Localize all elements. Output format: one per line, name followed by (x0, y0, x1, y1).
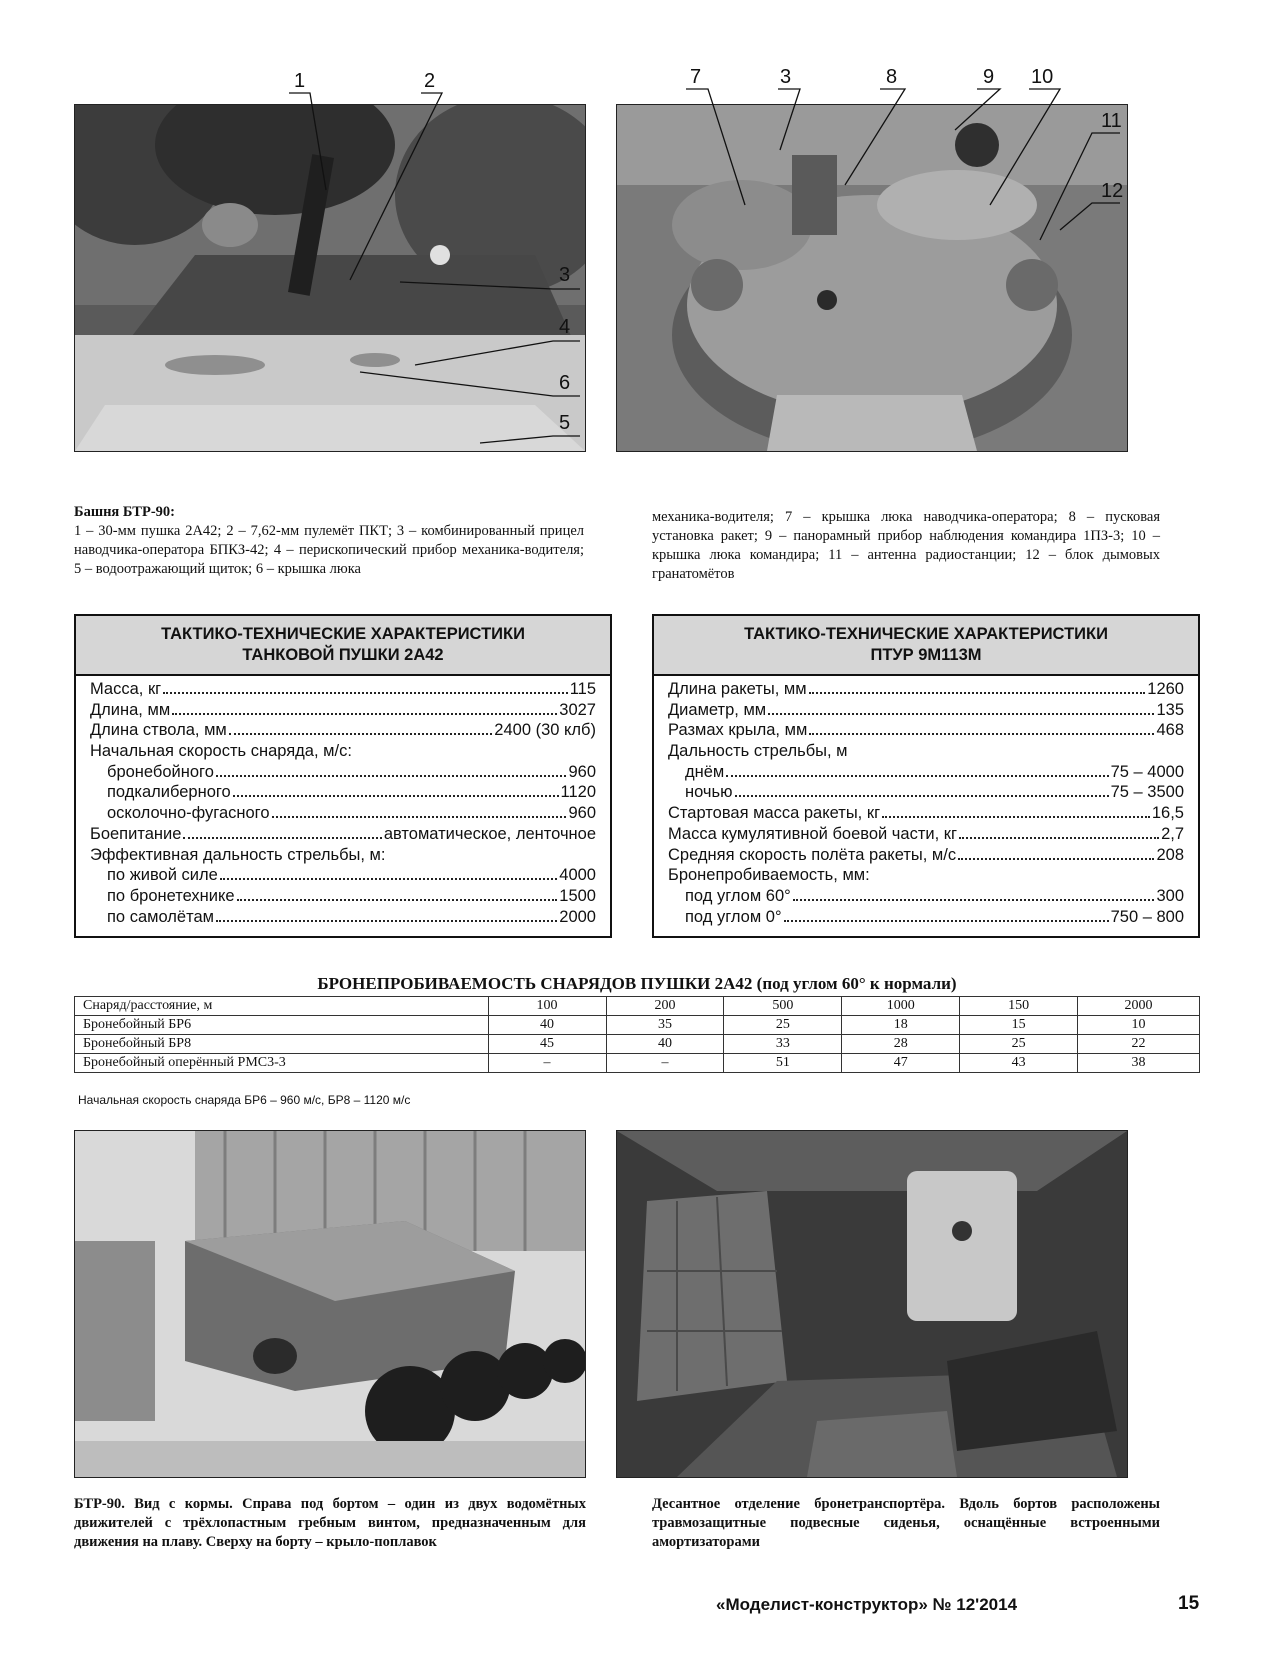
callout-3b: 3 (780, 66, 792, 88)
callout-12: 12 (1101, 180, 1124, 202)
callout-9: 9 (983, 66, 995, 88)
rear-view-caption: БТР-90. Вид с кормы. Справа под бортом – один из двух водомётных движителей с трёхлопастным гребным винтом, предназначенным для движения на плаву. Сверху на борту – крыло-поплавок (74, 1496, 586, 1550)
callout-1: 1 (294, 70, 306, 92)
spec-row: по живой силе 4000 (107, 866, 596, 885)
spec-row: Масса, кг 115 (90, 680, 596, 698)
spec-row: Диаметр, мм 135 (668, 700, 1184, 719)
spec-gun-title-line2: ТАНКОВОЙ ПУШКИ 2А42 (242, 646, 444, 664)
spec-row: по самолётам 2000 (107, 907, 596, 926)
spec-box-gun-2a42 (74, 614, 612, 938)
turret-caption-text-left: 1 – 30-мм пушка 2А42; 2 – 7,62-мм пулемёт ПКТ; 3 – комбинированный прицел наводчика-оператора БПКЗ-42; 4 – перископический прибор механика-водителя; 5 – водоотражающий щиток; 6 – крышка люка (74, 523, 584, 577)
table-row: Бронебойный БР8 45 40 33 28 25 22 (75, 1035, 1200, 1054)
spec-row: Размах крыла, мм 468 (668, 721, 1184, 740)
spec-row: Масса кумулятивной боевой части, кг 2,7 (668, 824, 1184, 843)
penetration-title: БРОНЕПРОБИВАЕМОСТЬ СНАРЯДОВ ПУШКИ 2А42 (под углом 60° к нормали) (317, 974, 957, 993)
page-number: 15 (1178, 1593, 1200, 1614)
callout-11: 11 (1101, 110, 1122, 132)
spec-row: Длина, мм 3027 (90, 700, 596, 719)
leader-lines-photo2 (0, 0, 1275, 470)
callout-6: 6 (559, 372, 571, 394)
troop-compartment-photo (616, 1130, 1128, 1478)
spec-row: бронебойного 960 (107, 762, 596, 781)
spec-atgm-header (654, 616, 1198, 676)
callout-7: 7 (690, 66, 702, 88)
spec-row: днём 75 – 4000 (685, 762, 1184, 781)
callout-3: 3 (559, 264, 571, 286)
spec-row: подкалиберного 1120 (107, 783, 596, 802)
callout-5: 5 (559, 412, 571, 434)
callout-4: 4 (559, 316, 571, 338)
turret-caption-left (74, 503, 584, 579)
spec-atgm-title-line2: ПТУР 9М113М (870, 646, 982, 664)
penetration-table (74, 996, 1200, 1073)
spec-row: Длина ствола, мм 2400 (30 клб) (90, 721, 596, 740)
spec-row: под углом 0° 750 – 800 (685, 907, 1184, 926)
spec-row: Бронепробиваемость, мм: (668, 866, 870, 885)
spec-row: под углом 60° 300 (685, 886, 1184, 905)
spec-gun-title-line1: ТАКТИКО-ТЕХНИЧЕСКИЕ ХАРАКТЕРИСТИКИ (161, 625, 525, 643)
magazine-footer: «Моделист-конструктор» № 12'2014 (716, 1595, 1018, 1614)
callout-2: 2 (424, 70, 436, 92)
callout-8: 8 (886, 66, 898, 88)
spec-gun-header (76, 616, 610, 676)
penetration-note: Начальная скорость снаряда БР6 – 960 м/с, БР8 – 1120 м/с (78, 1093, 411, 1107)
table-row: Бронебойный оперённый РМС3-3 – – 51 47 43 38 (75, 1054, 1200, 1073)
spec-row: Дальность стрельбы, м (668, 742, 848, 761)
spec-row: Эффективная дальность стрельбы, м: (90, 845, 386, 864)
table-row: Бронебойный БР6 40 35 25 18 15 10 (75, 1016, 1200, 1035)
callout-10: 10 (1031, 66, 1054, 88)
spec-row: Боепитание автоматическое, ленточное (90, 824, 596, 843)
turret-caption-right: механика-водителя; 7 – крышка люка наводчика-оператора; 8 – пусковая установка ракет; 9 – панорамный прибор наблюдения командира 1ПЗ-3; 10 – крышка люка командира; 11 – антенна радиостанции; 12 – блок дымовых гранатомётов (652, 509, 1160, 582)
spec-atgm-title-line1: ТАКТИКО-ТЕХНИЧЕСКИЕ ХАРАКТЕРИСТИКИ (744, 625, 1108, 643)
spec-row: Длина ракеты, мм 1260 (668, 680, 1184, 698)
rear-view-photo (74, 1130, 586, 1478)
troop-compartment-caption: Десантное отделение бронетранспортёра. Вдоль бортов расположены травмозащитные подвесные сиденья, оснащённые встроенными амортизаторами (652, 1496, 1160, 1550)
spec-row: Стартовая масса ракеты, кг 16,5 (668, 804, 1184, 823)
spec-row: Средняя скорость полёта ракеты, м/с 208 (668, 845, 1184, 864)
spec-row: ночью 75 – 3500 (685, 783, 1184, 802)
turret-caption-title: Башня БТР-90: (74, 504, 175, 520)
spec-row: по бронетехнике 1500 (107, 886, 596, 905)
spec-row: осколочно-фугасного 960 (107, 804, 596, 823)
spec-box-atgm-9m113m (652, 614, 1200, 938)
spec-row: Начальная скорость снаряда, м/с: (90, 742, 352, 761)
table-header-row: Снаряд/расстояние, м 100 200 500 1000 150 2000 (75, 997, 1200, 1016)
